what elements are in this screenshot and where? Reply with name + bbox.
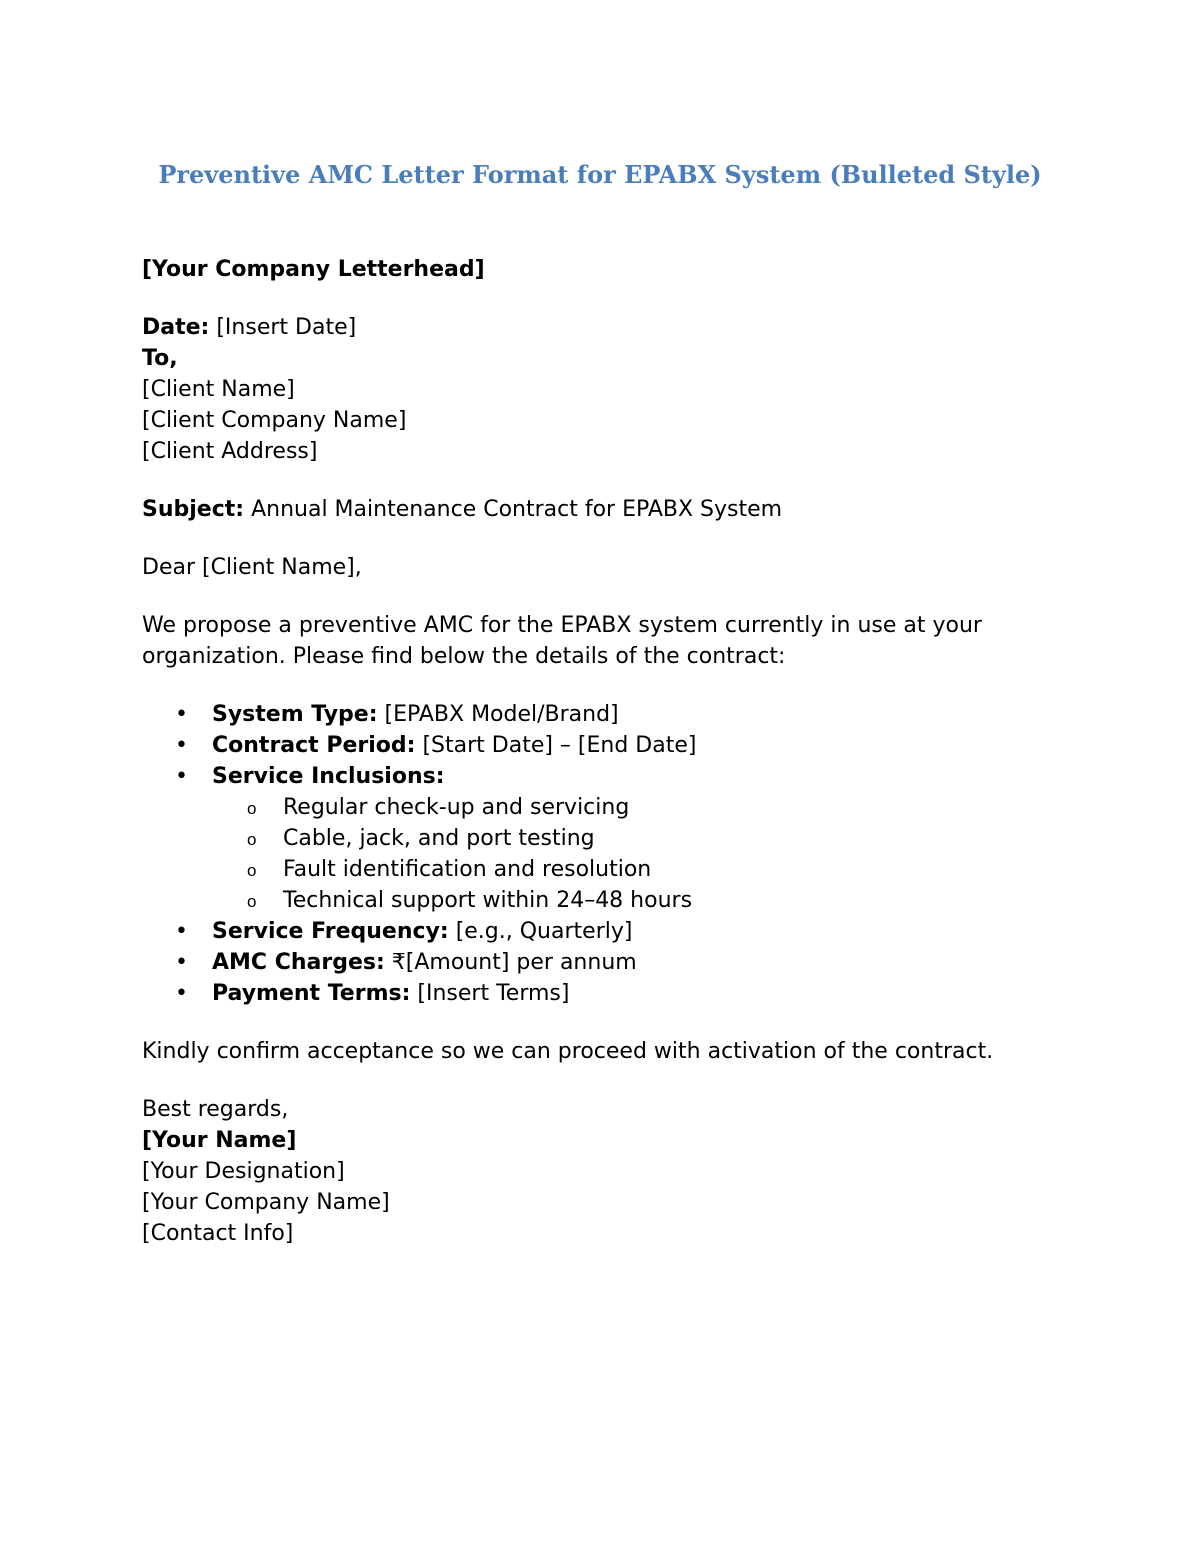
- list-item-service-frequency: [142, 916, 1022, 947]
- signoff-regards: Best regards,: [142, 1097, 289, 1122]
- system-type-value: [EPABX Model/Brand]: [384, 702, 619, 727]
- signoff-designation: [Your Designation]: [142, 1159, 345, 1184]
- to-label-text: To,: [142, 346, 178, 371]
- amc-charges-value: ₹[Amount] per annum: [391, 950, 637, 975]
- sub-list-item: o Regular check-up and servicing: [212, 792, 1022, 823]
- service-inclusions-label: Service Inclusions:: [212, 764, 445, 789]
- date-label: Date:: [142, 315, 210, 340]
- sub-list-item: o Fault identification and resolution: [212, 854, 1022, 885]
- intro-line-2: organization. Please find below the details of the contract:: [142, 644, 786, 669]
- list-item-system-type: [142, 699, 1022, 730]
- amc-charges-label: AMC Charges:: [212, 950, 385, 975]
- contract-period-value: [Start Date] – [End Date]: [422, 733, 697, 758]
- system-type-label: System Type:: [212, 702, 378, 727]
- signoff-name-text: [Your Name]: [142, 1128, 297, 1153]
- sub-list-item: o Technical support within 24–48 hours: [212, 885, 1022, 916]
- letterhead-text: [Your Company Letterhead]: [142, 257, 485, 282]
- list-item-service-inclusions: [142, 761, 1022, 916]
- signoff-contact: [Contact Info]: [142, 1221, 294, 1246]
- service-frequency-label: Service Frequency:: [212, 919, 449, 944]
- signoff-name: [142, 1125, 1022, 1156]
- service-inclusions-sublist: [212, 792, 1022, 916]
- list-item-amc-charges: [142, 947, 1022, 978]
- client-address: [Client Address]: [142, 439, 318, 464]
- contract-period-label: Contract Period:: [212, 733, 416, 758]
- intro-line-1: We propose a preventive AMC for the EPABX system currently in use at your: [142, 613, 982, 638]
- list-item-contract-period: [142, 730, 1022, 761]
- letterhead: [142, 254, 1022, 285]
- client-company-name: [Client Company Name]: [142, 408, 407, 433]
- document-title: Preventive AMC Letter Format for EPABX System (Bulleted Style): [158, 160, 1042, 189]
- subject-line: [142, 494, 1022, 525]
- payment-terms-label: Payment Terms:: [212, 981, 411, 1006]
- letter-body: [142, 254, 1022, 1249]
- list-item-payment-terms: [142, 978, 1022, 1009]
- service-frequency-value: [e.g., Quarterly]: [455, 919, 633, 944]
- signoff-company: [Your Company Name]: [142, 1190, 390, 1215]
- to-label: [142, 343, 1022, 374]
- client-name: [Client Name]: [142, 377, 295, 402]
- salutation: Dear [Client Name],: [142, 555, 362, 580]
- date-value: [Insert Date]: [216, 315, 357, 340]
- sub-list-item: o Cable, jack, and port testing: [212, 823, 1022, 854]
- payment-terms-value: [Insert Terms]: [417, 981, 570, 1006]
- subject-label: Subject:: [142, 497, 245, 522]
- contract-details-list: [142, 699, 1022, 1009]
- subject-value: Annual Maintenance Contract for EPABX System: [251, 497, 783, 522]
- date-line: [142, 312, 1022, 343]
- closing-request: Kindly confirm acceptance so we can proceed with activation of the contract.: [142, 1039, 994, 1064]
